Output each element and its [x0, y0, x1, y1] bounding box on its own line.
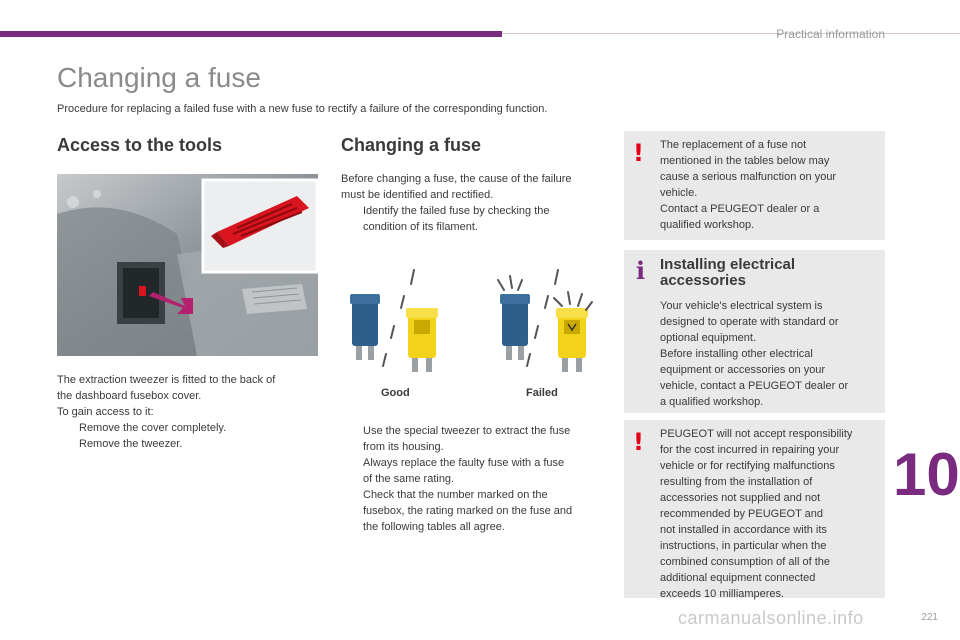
- header-rule: [502, 33, 960, 34]
- changing-text: [341, 171, 606, 235]
- warning-text: PEUGEOT will not accept responsibility for the cost incurred in repairing your vehicle or for rectifying malfunctions resulting from the installation of accessories not supplied and not recommended by PEUGEOT and not installed in accordance with its instructions, in particular when the combined consumption of all of the additional equipment connected exceeds 10 milliamperes.: [660, 428, 853, 600]
- intro-text: Procedure for replacing a failed fuse with a new fuse to rectify a failure of the corresponding function.: [57, 103, 548, 115]
- changing-bullet: Identify the failed fuse by checking the condition of its filament.: [363, 205, 550, 233]
- access-line: To gain access to it:: [57, 406, 154, 418]
- fuse-illustration: [342, 268, 600, 378]
- header-accent-bar: [0, 31, 502, 37]
- changing-heading: Changing a fuse: [341, 135, 482, 155]
- changing-bullet: Always replace the faulty fuse with a fuse of the same rating.: [363, 457, 565, 485]
- info-box-title: Installing electrical accessories: [660, 256, 796, 289]
- access-line: The extraction tweezer is fitted to the back of: [57, 374, 276, 386]
- good-fuse-label: Good: [381, 387, 410, 399]
- info-box-accessories: [624, 250, 885, 413]
- fuse-drawing: [342, 268, 600, 378]
- failed-fuse-icon: [498, 270, 592, 372]
- access-line: the dashboard fusebox cover.: [57, 390, 202, 402]
- changing-line: must be identified and rectified.: [341, 189, 494, 201]
- good-fuse-icon: [350, 270, 438, 372]
- warning-box-fuse: [624, 131, 885, 240]
- section-label: Practical information: [776, 27, 885, 41]
- warning-icon: !: [633, 139, 644, 167]
- page-number: 221: [921, 612, 938, 623]
- info-text: Your vehicle's electrical system is designed to operate with standard or optional equipment. Before installing other electrical equipment or accessories on your vehicle, contact a PEUGEOT dealer or a qualified workshop.: [660, 300, 849, 408]
- changing-steps: [341, 423, 606, 535]
- warning-box-responsibility: [624, 420, 885, 598]
- access-bullet: Remove the tweezer.: [79, 438, 183, 450]
- warning-text: The replacement of a fuse not mentioned in the tables below may cause a serious malfunction on your vehicle. Contact a PEUGEOT dealer or a qualified workshop.: [660, 139, 837, 231]
- access-bullet: Remove the cover completely.: [79, 422, 227, 434]
- access-heading: Access to the tools: [57, 135, 223, 155]
- changing-line: Before changing a fuse, the cause of the failure: [341, 173, 572, 185]
- dashboard-photo: [57, 174, 318, 356]
- chapter-number: 10: [893, 441, 960, 508]
- changing-bullet: Use the special tweezer to extract the fuse from its housing.: [363, 425, 571, 453]
- dashboard-illustration: [57, 174, 318, 356]
- failed-fuse-label: Failed: [526, 387, 558, 399]
- info-icon: i: [636, 256, 646, 285]
- access-text: [57, 372, 319, 452]
- warning-icon: !: [633, 428, 644, 456]
- changing-bullet: Check that the number marked on the fusebox, the rating marked on the fuse and the following tables all agree.: [363, 489, 573, 533]
- watermark: carmanualsonline.info: [678, 608, 864, 628]
- page-title: Changing a fuse: [57, 62, 261, 93]
